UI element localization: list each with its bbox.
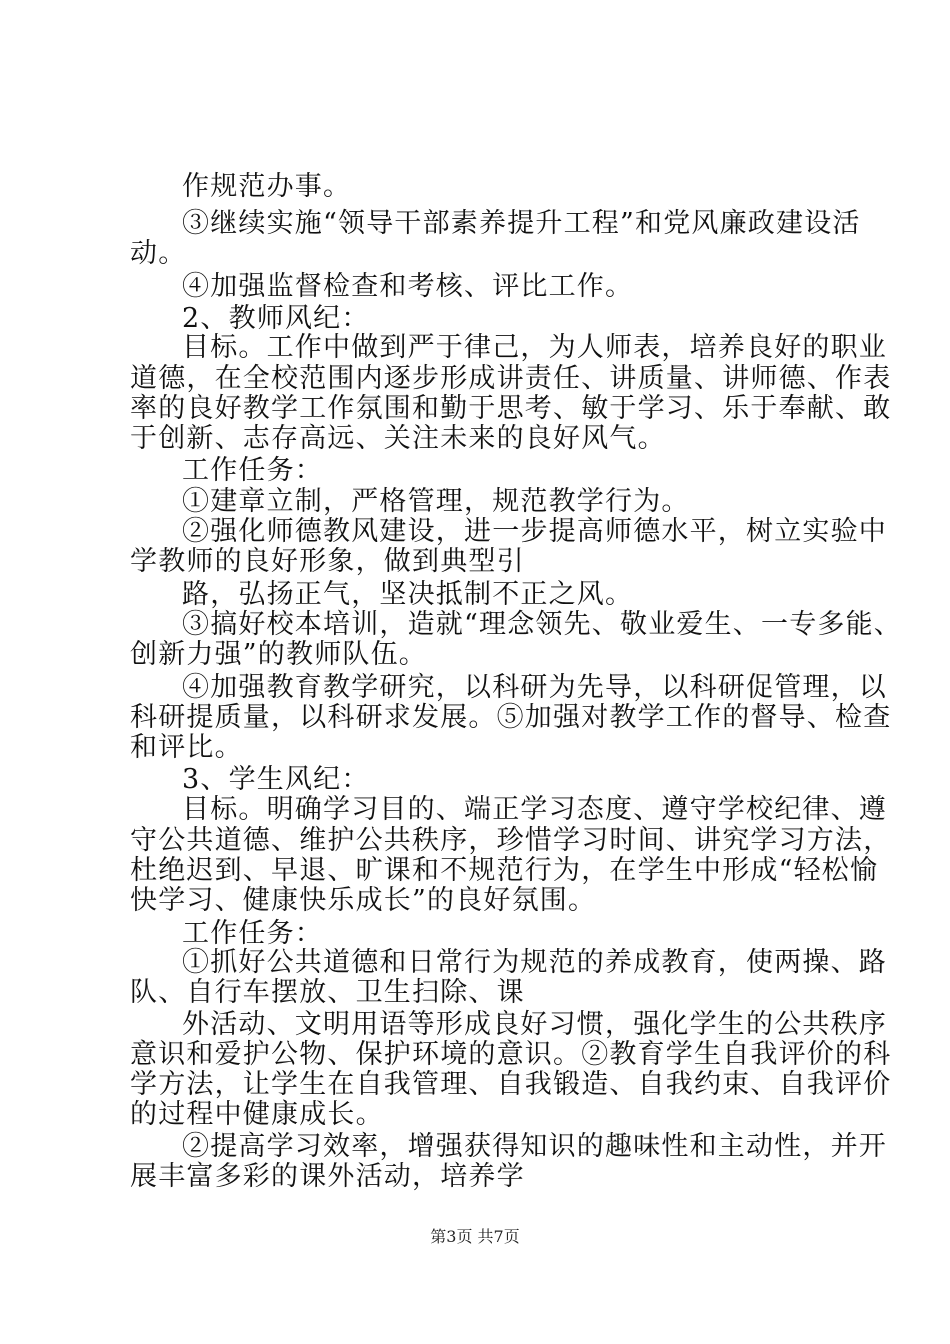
text-line: ④加强教育教学研究，以科研为先导，以科研促管理，以 [182, 672, 887, 703]
page-footer: 第3页 共7页 [430, 1227, 520, 1246]
text-line: 率的良好教学工作氛围和勤于思考、敏于学习、乐于奉献、敢 [130, 393, 892, 424]
text-line: 学教师的良好形象，做到典型引 [130, 546, 525, 577]
text-line: 2、教师风纪： [182, 303, 370, 334]
text-line: 目标。明确学习目的、端正学习态度、遵守学校纪律、遵 [182, 794, 887, 825]
text-line: 杜绝迟到、早退、旷课和不规范行为，在学生中形成“轻松愉 [130, 855, 879, 886]
text-line: 外活动、文明用语等形成良好习惯，强化学生的公共秩序 [182, 1009, 887, 1040]
text-line: 工作任务： [182, 918, 323, 949]
text-line: 的过程中健康成长。 [130, 1099, 384, 1130]
text-line: 展丰富多彩的课外活动，培养学 [130, 1161, 525, 1192]
text-line: ③继续实施“领导干部素养提升工程”和党风廉政建设活 [182, 208, 861, 239]
text-line: 学方法，让学生在自我管理、自我锻造、自我约束、自我评价 [130, 1069, 892, 1100]
text-line: 路，弘扬正气，坚决抵制不正之风。 [182, 579, 634, 610]
text-line: 动。 [130, 238, 187, 269]
text-line: 道德，在全校范围内逐步形成讲责任、讲质量、讲师德、作表 [130, 363, 892, 394]
text-line: 科研提质量，以科研求发展。⑤加强对教学工作的督导、检查 [130, 702, 892, 733]
text-line: 意识和爱护公物、保护环境的意识。②教育学生自我评价的科 [130, 1039, 892, 1070]
text-line: ④加强监督检查和考核、评比工作。 [182, 271, 634, 302]
text-line: ②强化师德教风建设，进一步提高师德水平，树立实验中 [182, 516, 887, 547]
text-line: 队、自行车摆放、卫生扫除、课 [130, 977, 525, 1008]
text-line: 快学习、健康快乐成长”的良好氛围。 [130, 885, 597, 916]
text-line: ②提高学习效率，增强获得知识的趣味性和主动性，并开 [182, 1131, 887, 1162]
text-line: ①抓好公共道德和日常行为规范的养成教育，使两操、路 [182, 947, 887, 978]
text-line: 和评比。 [130, 732, 243, 763]
text-line: 目标。工作中做到严于律己，为人师表，培养良好的职业 [182, 332, 887, 363]
text-line: 创新力强”的教师队伍。 [130, 639, 428, 670]
text-line: ③搞好校本培训，造就“理念领先、敬业爱生、一专多能、 [182, 609, 903, 640]
text-line: 工作任务： [182, 455, 323, 486]
text-line: 作规范办事。 [182, 171, 352, 202]
text-line: 3、学生风纪： [182, 764, 370, 795]
text-line: ①建章立制，严格管理，规范教学行为。 [182, 486, 690, 517]
text-line: 于创新、志存高远、关注未来的良好风气。 [130, 423, 666, 454]
text-line: 守公共道德、维护公共秩序，珍惜学习时间、讲究学习方法， [130, 825, 892, 856]
